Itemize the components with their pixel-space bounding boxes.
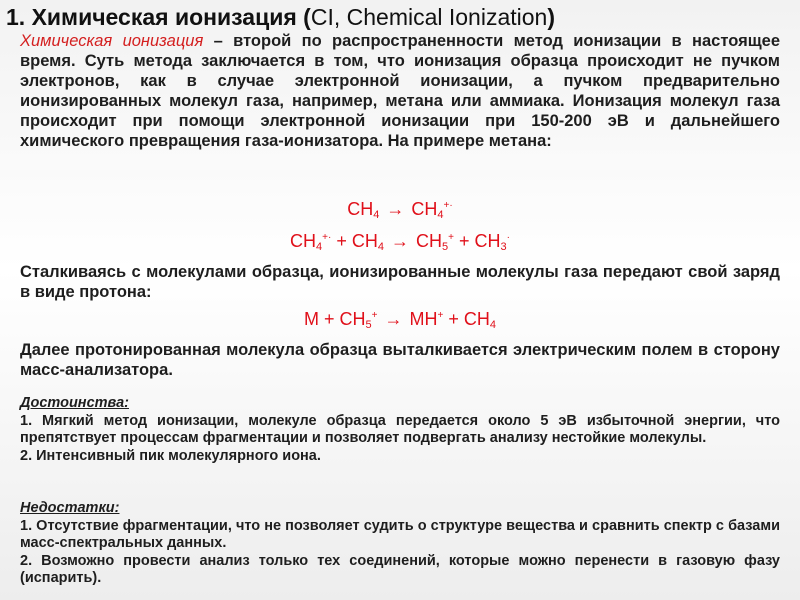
formula1-lhs-sub: 4	[373, 209, 380, 221]
formula1-lhs: CH	[347, 199, 374, 219]
arrow-icon: →	[381, 199, 410, 219]
formula3-b: MH	[409, 309, 438, 329]
formula1-rhs-sub: 4	[437, 209, 444, 221]
formula3-b-sup: +	[437, 310, 444, 321]
advantages-heading: Достоинства:	[20, 395, 129, 411]
disadvantages-section	[20, 500, 780, 588]
formula2-b: CH	[351, 231, 378, 251]
formula-methane-ionization	[0, 199, 800, 221]
formula2-c-sub: 5	[442, 241, 449, 253]
intro-paragraph	[20, 31, 780, 151]
formula-methane-protonation	[0, 231, 800, 253]
title-main: CI, Chemical Ionization	[310, 4, 548, 30]
formula2-a-sub: 4	[316, 241, 323, 253]
formula2-plus1: +	[331, 231, 352, 251]
formula1-rhs-sup: +·	[443, 200, 453, 211]
formula2-a-sup: +·	[322, 232, 332, 243]
formula3-a: M + CH	[304, 309, 366, 329]
arrow-icon: →	[379, 309, 408, 329]
formula2-d-sub: 3	[500, 241, 507, 253]
formula2-d-sup: ·	[506, 232, 510, 243]
disadvantage-item-1: 1. Отсутствие фрагментации, что не позволяет судить о структуре вещества и сравнить спектр с базами масс-спектральных данных.	[20, 517, 780, 551]
intro-lead-term: Химическая ионизация	[20, 32, 204, 50]
advantage-item-2: 2. Интенсивный пик молекулярного иона.	[20, 447, 321, 464]
formula3-c: + CH	[443, 309, 490, 329]
advantage-item-1: 1. Мягкий метод ионизации, молекуле образца передается около 5 эВ избыточной энергии, что препятствует процессам фрагментации и позволяет подвергать анализу нестойкие молекулы.	[20, 412, 780, 446]
formula3-a-sub: 5	[365, 319, 372, 331]
formula2-d: CH	[474, 231, 501, 251]
disadvantages-heading: Недостатки:	[20, 500, 120, 516]
formula3-c-sub: 4	[489, 319, 496, 331]
advantages-section	[20, 395, 780, 465]
formula2-b-sub: 4	[377, 241, 384, 253]
title-prefix: 1. Химическая ионизация (	[6, 4, 311, 30]
formula2-a: CH	[290, 231, 317, 251]
extraction-paragraph: Далее протонированная молекула образца выталкивается электрическим полем в сторону масс-анализатора.	[20, 341, 780, 379]
arrow-icon: →	[385, 231, 414, 251]
formula1-rhs: CH	[411, 199, 438, 219]
formula2-c-sup: +	[448, 232, 454, 243]
formula2-c: CH	[416, 231, 442, 251]
intro-text: – второй по распространенности метод ионизации в настоящее время. Суть метода заключается в том, что ионизация образца происходит не пучком электронов, как в случае электронной ионизации, а пучком предварительно ионизированных молекул газа, например, метана или аммиака. Ионизация молекул газа происходит при помощи электронной ионизации при 150-200 эВ и дальнейшего химического превращения газа-ионизатора. На примере метана:	[20, 32, 780, 150]
title-suffix: )	[547, 4, 556, 30]
disadvantage-item-2: 2. Возможно провести анализ только тех соединений, которые можно перенести в газовую фазу (испарить).	[20, 552, 780, 586]
formula-sample-protonation	[0, 309, 800, 331]
proton-transfer-paragraph: Сталкиваясь с молекулами образца, ионизированные молекулы газа передают свой заряд в виде протона:	[20, 263, 780, 301]
slide-title	[6, 4, 555, 31]
formula3-a-sup: +	[371, 310, 378, 321]
formula2-plus2: +	[453, 231, 475, 251]
